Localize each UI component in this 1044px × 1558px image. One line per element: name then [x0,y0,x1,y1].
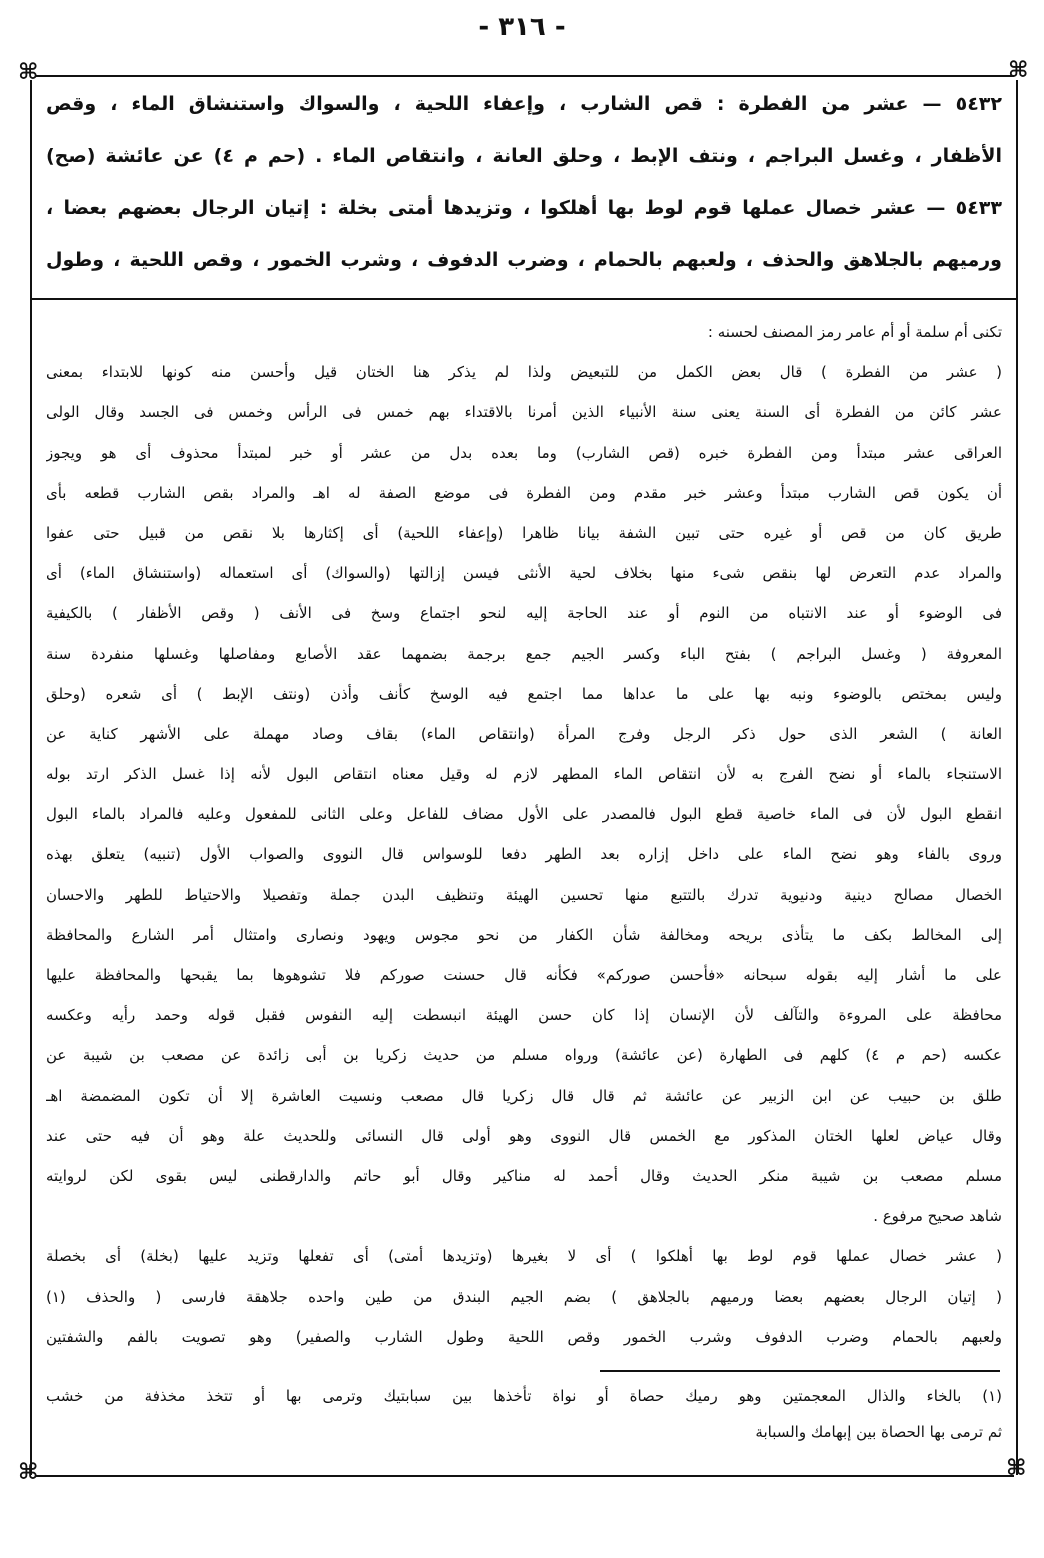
main-text [46,78,1002,286]
commentary-line: طلق بن حبيب عن ابن الزبير عن عائشة ثم قال قال زكريا قال مصعب ونسيت العاشرة إلا أن تكون المضمضة اهـ [46,1086,1002,1105]
commentary-line: ولعبهم بالحمام وضرب الدفوف وشرب الخمور وقص اللحية وطول الشارب والصفير) وهو تصويت بالفم والشفتين [46,1327,1002,1346]
ornament-icon: ⌘ [18,1460,39,1485]
commentary-line: فى الوضوء أو عند الانتباه من النوم أو عند الحاجة إليه لنحو اجتماع وسخ فى الأنف ( وقص الأظفار ) بالكيفية [46,604,1002,623]
commentary-line: وقال عياض لعلها الختان المذكور مع الخمس قال النووى وهو أولى قال النسائى وللحديث علة وهو أن فيه حتى عند [46,1126,1002,1145]
commentary-line: والمراد عدم التعرض لها بنقص شىء منها بخلاف لحية الأنثى فيسن إزالتها (والسواك) أى استعماله (واستنشاق الماء) أى [46,564,1002,583]
commentary-line: المعروفة ( وغسل البراجم ) بفتح الباء وكسر الجيم جمع برجمة بضمهما عقد الأصابع ومفاصلها وغسلها منفردة سنة [46,644,1002,663]
right-border [1016,80,1018,1475]
commentary-line: عشر كائن من الفطرة أى السنة يعنى سنة الأنبياء الذين أمرنا بالاقتداء بهم خمس فى الرأس وخمس فى الجسد وقال الولى [46,403,1002,422]
ornament-icon: ⌘ [1008,58,1029,83]
commentary-line: شاهد صحيح مرفوع . [873,1207,1002,1226]
commentary-line: ( عشر من الفطرة ) قال بعض الكمل من للتبعيض ولذا لم يذكر هنا الختان قيل وأحسن منه كونها للابتداء بمعنى [46,363,1002,382]
main-line: ورميهم بالجلاهق والحذف ، ولعبهم بالحمام ، وضرب الدفوف ، وشرب الخمور ، وقص اللحية ، وطول [46,249,1002,271]
commentary-line: إلى المخالط بكف ما يتأذى بريحه ومخالفة شأن الكفار من نحو مجوس ويهود ونصارى وامتثال أمر الشارع والمحافظة [46,925,1002,944]
ornament-icon: ⌘ [1006,1456,1027,1481]
main-line: ٥٤٣٣ — عشر خصال عملها قوم لوط بها أهلكوا ، وتزيدها أمتى بخلة : إتيان الرجال بعضهم بعضا ، [46,197,1002,219]
footnotes [46,1378,1002,1450]
page-number: - ٣١٦ - [478,12,566,42]
ornament-icon: ⌘ [18,60,39,85]
top-border [36,75,1014,77]
main-line: ٥٤٣٢ — عشر من الفطرة : قص الشارب ، وإعفاء اللحية ، والسواك واستنشاق الماء ، وقص [46,93,1002,115]
commentary-line: مسلم مصعب بن شيبة منكر الحديث وقال أحمد له مناكير وقال أبو حاتم والدارقطنى ليس بقوى لكن لروايته [46,1166,1002,1185]
left-border [30,80,32,1475]
commentary [46,312,1002,1357]
commentary-line: محافظة على المروءة والتآلف لأن الإنسان إذا كان حسن الهيئة انبسطت إليه النفوس فقبل قوله وحمد رأيه وعكسه [46,1006,1002,1025]
commentary-line: ( عشر خصال عملها قوم لوط بها أهلكوا ) أى لا بغيرها (وتزيدها أمتى) أى تفعلها وتزيد عليها (بخلة) أى بخصلة [46,1247,1002,1266]
commentary-line: الاستنجاء بالماء أو نضح الفرج به لأن انتقاص الماء المطهر لازم له وقيل معناه انتقاص البول لأنه إذا غسل الذكر ارتد بوله [46,765,1002,784]
footnote-separator [600,1370,1000,1372]
commentary-line: العانة ) الشعر الذى حول ذكر الرجل وفرج المرأة (وانتقاص الماء) بقاف وصاد مهملة على الأشهر كناية عن [46,724,1002,743]
bottom-border [36,1475,1014,1477]
commentary-line: وروى بالفاء وهو نضح الماء على داخل إزاره بعد الطهر دفعا للوسواس قال النووى والصواب الأول (تنبيه) يتعلق بهذه [46,845,1002,864]
main-line: الأظفار ، وغسل البراجم ، ونتف الإبط ، وحلق العانة ، وانتقاص الماء . (حم م ٤) عن عائشة (صح) [46,145,1002,167]
footnote-line: (١) بالخاء والذال المعجمتين وهو رميك حصاة أو نواة تأخذها بين سبابتيك وترمى بها أو تتخذ مخذفة من خشب [46,1387,1002,1405]
main-text-separator [32,298,1016,300]
commentary-line: الخصال مصالح دينية ودنيوية تدرك بالتتبع منها تحسين الهيئة وتنظيف البدن جملة وتفصيلا والاحتياط للطهر والاحسان [46,885,1002,904]
commentary-line: عكسه (حم م ٤) كلهم فى الطهارة (عن عائشة) ورواه مسلم من حديث زكريا بن أبى زائدة عن مصعب بن شيبة عن [46,1046,1002,1065]
commentary-line: انقطع البول لأن فى الماء خاصية قطع البول فالمصدر على الأول مضاف للفاعل وعلى الثانى للمفعول وعليه فالمراد بالماء البول [46,805,1002,824]
commentary-line: طريق كان من قص أو غيره حتى تبين الشفة بيانا ظاهرا (وإعفاء اللحية) أى إكثارها بلا نقص من قبيل حتى عفوا [46,523,1002,542]
commentary-line: على ما أشار إليه بقوله سبحانه «فأحسن صوركم» فكأنه قال حسنت صوركم فلا تشوهوها بما يقبحها والمحافظة عليها [46,966,1002,984]
commentary-line: العراقى عشر مبتدأ ومن الفطرة خبره (قص الشارب) وما بعده بدل من عشر أو خبر لمبتدأ محذوف أى هو ويجوز [46,443,1002,462]
commentary-line: تكنى أم سلمة أو أم عامر رمز المصنف لحسنه : [707,323,1002,341]
commentary-line: أن يكون قص الشارب مبتدأ وعشر خبر مقدم ومن الفطرة فى موضع الصفة له اهـ والمراد بقص الشارب قطعه بأى [46,483,1002,502]
commentary-line: وليس بمختص بالوضوء ونبه بها على ما عداها مما اجتمع فيه الوسخ كأنف وأذن (ونتف الإبط ) أى شعره (وحلق [46,684,1002,703]
footnote-line: ثم ترمى بها الحصاة بين إبهامك والسبابة [755,1423,1002,1441]
commentary-line: ( إتيان الرجال بعضهم بعضا ورميهم بالجلاهق ) بضم الجيم البندق من طين واحده جلاهقة فارسى ( والحذف (١) [46,1287,1002,1306]
